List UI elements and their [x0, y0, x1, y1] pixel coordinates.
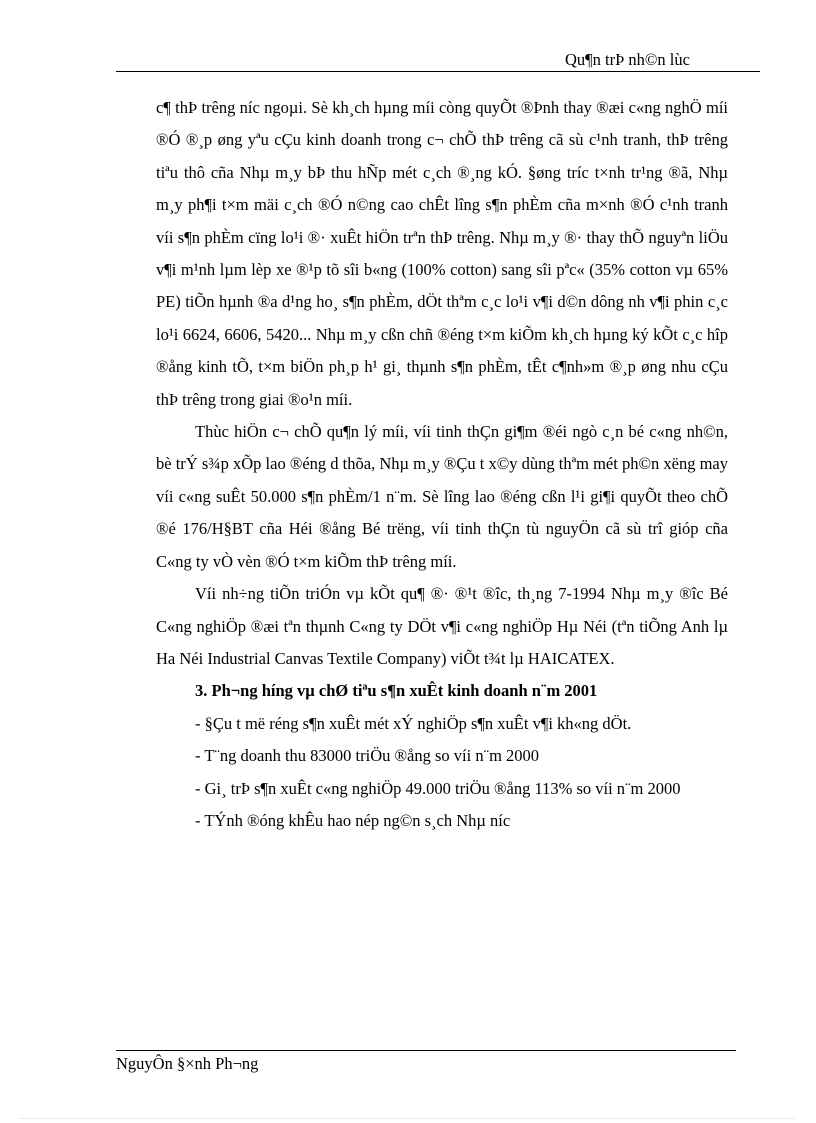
bullet-item: - §Çu t më réng s¶n xuÊt mét xÝ nghiÖp s¶n xuÊt v¶i kh«ng dÖt.	[195, 713, 632, 733]
footer-author: NguyÔn §×nh Ph¬ng	[116, 1054, 259, 1073]
footer-rule	[116, 1050, 736, 1051]
bullet-item: - T¨ng doanh thu 83000 triÖu ®ång so víi n¨m 2000	[195, 746, 540, 766]
running-header: Qu¶n trÞ nh©n lùc	[565, 50, 690, 69]
body-content	[156, 92, 728, 837]
header-rule	[116, 71, 760, 72]
bullet-item: - Gi¸ trÞ s¶n xuÊt c«ng nghiÖp 49.000 triÖu ®ång 113% so víi n¨m 2000	[195, 778, 681, 798]
paragraph-management: Thùc hiÖn c¬ chÕ qu¶n lý míi, víi tinh thÇn gi¶m ®éi ngò c¸n bé c«ng nh©n, bè trÝ s¾p xÕp lao ®éng d thõa, Nhµ m¸y ®Çu t x©y dùng thªm mét ph©n xëng may víi c«ng suÊt 50.000 s¶n phÈm/1 n¨m. Sè lîng lao ®éng cßn l¹i gi¶i quyÕt theo chÕ ®é 176/H§BT cña Héi ®ång Bé trëng, víi tinh thÇn tù nguyÖn cã sù trî gióp cña C«ng ty vÒ vèn ®Ó t×m kiÕm thÞ trêng míi.	[156, 422, 728, 571]
paragraph-renaming: Víi nh÷ng tiÕn triÓn vµ kÕt qu¶ ®· ®¹t ®îc, th¸ng 7-1994 Nhµ m¸y ®îc Bé C«ng nghiÖp ®æi tªn thµnh C«ng ty DÖt v¶i c«ng nghiÖp Hµ Néi (tªn tiÕng Anh lµ Ha Néi Industrial Canvas Textile Company) viÕt t¾t lµ HAICATEX.	[156, 584, 728, 668]
page-edge-dots	[20, 1118, 796, 1119]
paragraph-market: c¶ thÞ trêng níc ngoµi. Sè kh¸ch hµng míi còng quyÕt ®Þnh thay ®æi c«ng nghÖ míi ®Ó ®¸p øng yªu cÇu kinh doanh trong c¬ chÕ thÞ trêng cã sù c¹nh tranh, thÞ trêng tiªu thô cña Nhµ m¸y bÞ thu hÑp mét c¸ch ®¸ng kÓ. §øng tríc t×nh tr¹ng ®ã, Nhµ m¸y ph¶i t×m mäi c¸ch ®Ó n©ng cao chÊt lîng s¶n phÈm cña m×nh ®Ó c¹nh tranh víi s¶n phÈm cïng lo¹i ®· xuÊt hiÖn trªn thÞ trêng. Nhµ m¸y ®· thay thÕ nguyªn liÖu v¶i m¹nh lµm lèp xe ®¹p tõ sîi b«ng (100% cotton) sang sîi pªc« (35% cotton vµ 65% PE) tiÕn hµnh ®a d¹ng ho¸ s¶n phÈm, dÖt thªm c¸c lo¹i v¶i d©n dông nh v¶i phin c¸c lo¹i 6624, 6606, 5420... Nhµ m¸y cßn chñ ®éng t×m kiÕm kh¸ch hµng ký kÕt c¸c hîp ®ång kinh tÕ, t×m biÖn ph¸p h¹ gi¸ thµnh s¶n phÈm, tÊt c¶nh»m ®¸p øng nhu cÇu thÞ trêng trong giai ®o¹n míi.	[156, 98, 728, 409]
bullet-item: - TÝnh ®óng khÊu hao nép ng©n s¸ch Nhµ níc	[195, 810, 511, 830]
section-heading: 3. Ph¬ng híng vµ chØ tiªu s¶n xuÊt kinh doanh n¨m 2001	[195, 681, 598, 701]
